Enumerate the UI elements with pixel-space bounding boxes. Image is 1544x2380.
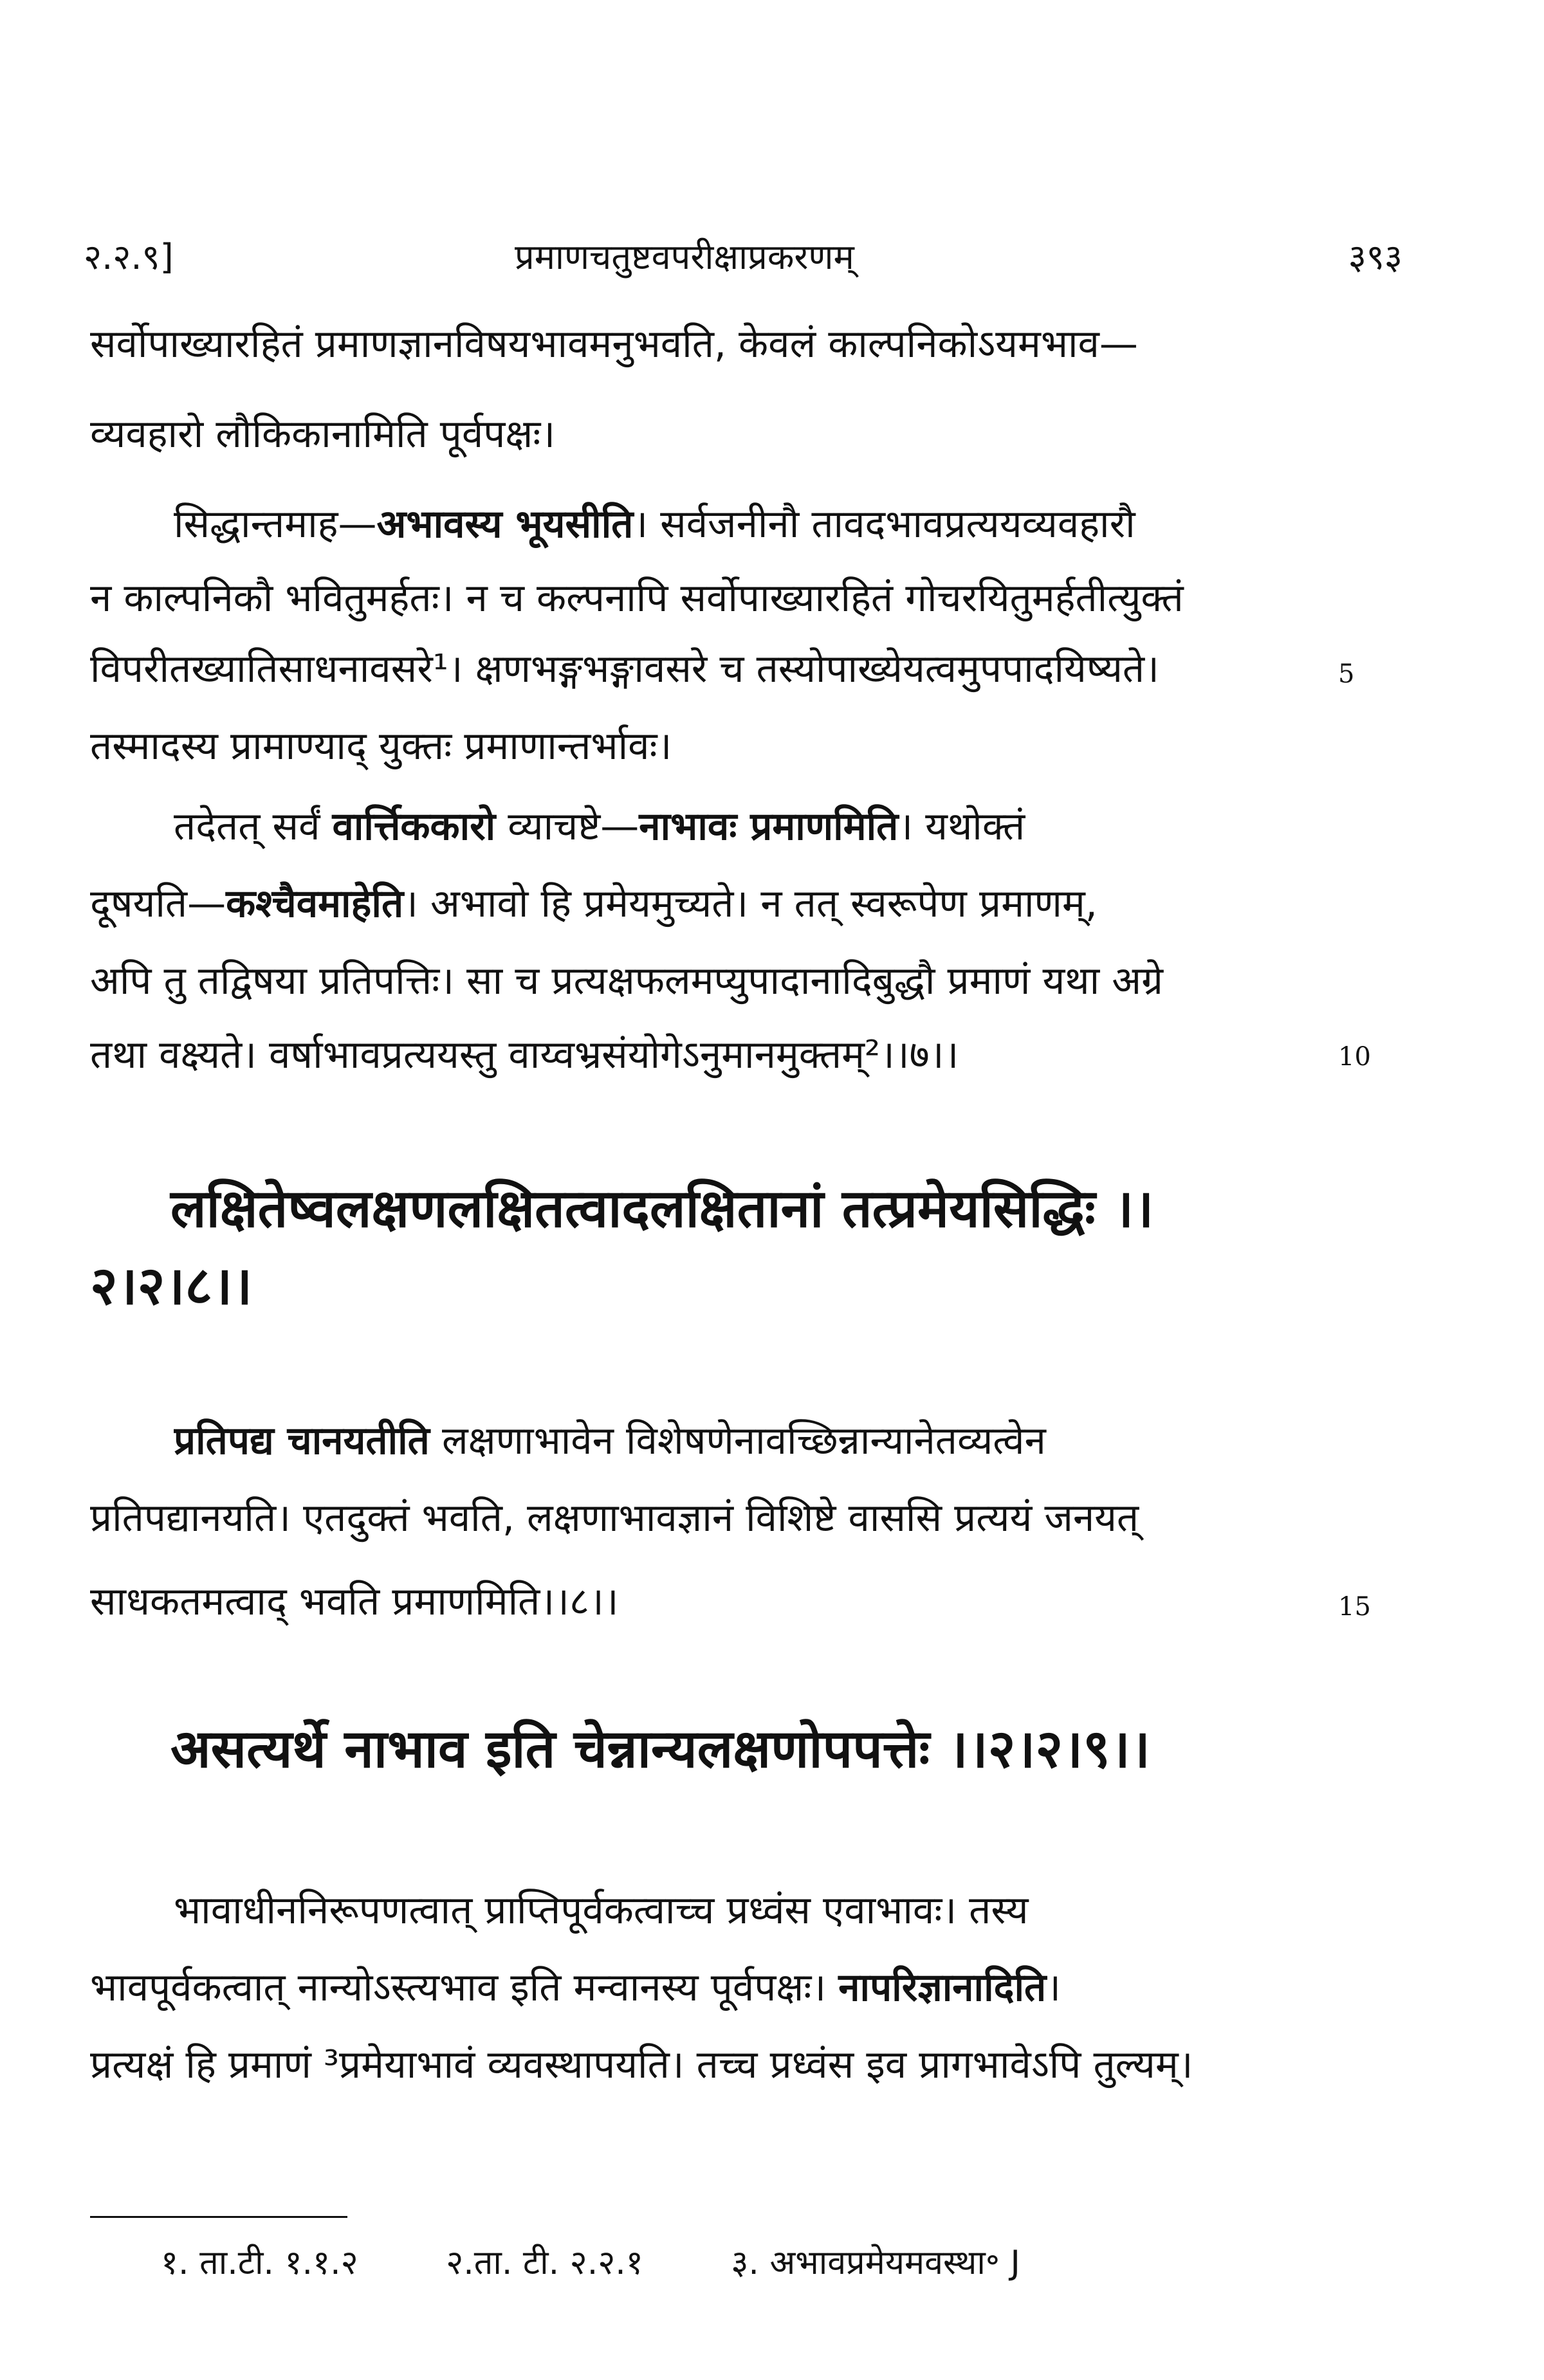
text-line: सर्वोपाख्यारहितं प्रमाणज्ञानविषयभावमनुभवति, केवलं काल्पनिकोऽयमभाव— xyxy=(90,322,1138,367)
line-number: 5 xyxy=(1338,659,1355,689)
text-line: प्रतिपद्यानयति। एतदुक्तं भवति, लक्षणाभावज्ञानं विशिष्टे वाससि प्रत्ययं जनयत् xyxy=(90,1496,1139,1541)
text-line xyxy=(174,794,1402,859)
sutra-heading: लक्षितेष्वलक्षणलक्षितत्वादलक्षितानां तत्प्रमेयसिद्धिः ।। xyxy=(170,1178,1154,1240)
sutra-heading: असत्यर्थे नाभाव इति चेन्नान्यलक्षणोपपत्तेः ।।२।२।९।। xyxy=(170,1719,1150,1780)
commentary-lemma: नापरिज्ञानादिति xyxy=(838,1965,1047,2010)
line-number: 15 xyxy=(1338,1592,1371,1622)
sutra-number: २।२।८।। xyxy=(90,1256,253,1317)
text-line: अपि तु तद्विषया प्रतिपत्तिः। सा च प्रत्यक्षफलमप्युपादानादिबुद्धौ प्रमाणं यथा अग्रे xyxy=(90,958,1163,1003)
text-line: प्रत्यक्षं हि प्रमाणं ³प्रमेयाभावं व्यवस्थापयति। तच्च प्रध्वंस इव प्रागभावेऽपि तुल्यम्। xyxy=(90,2042,1193,2087)
text-span: दूषयति— xyxy=(90,881,226,926)
text-span: सिद्धान्तमाह— xyxy=(174,502,377,547)
text-span: । सर्वजनीनौ तावदभावप्रत्ययव्यवहारौ xyxy=(633,502,1135,547)
section-number: २.२.९] xyxy=(84,237,174,277)
text-span: तदेतत् सर्वं xyxy=(174,804,333,849)
text-line: साधकतमत्वाद् भवति प्रमाणमिति।।८।। xyxy=(90,1579,619,1624)
footnote: २.ता. टी. २.२.१ xyxy=(446,2244,643,2282)
line-number: 10 xyxy=(1338,1042,1371,1072)
text-line: न काल्पनिकौ भवितुमर्हतः। न च कल्पनापि सर्वोपाख्यारहितं गोचरयितुमर्हतीत्युक्तं xyxy=(90,576,1184,621)
text-span: । अभावो हि प्रमेयमुच्यते। न तत् स्वरूपेण प्रमाणम्, xyxy=(403,881,1098,926)
text-line xyxy=(90,1955,1402,2020)
text-span: व्याचष्टे— xyxy=(495,804,639,849)
text-span: भावपूर्वकत्वात् नान्योऽस्त्यभाव इति मन्वानस्य पूर्वपक्षः। xyxy=(90,1965,839,2010)
text-span: । यथोक्तं xyxy=(898,804,1025,849)
commentary-lemma: प्रतिपद्य चानयतीति xyxy=(174,1418,430,1463)
text-span: । xyxy=(1046,1965,1061,2010)
chapter-title: प्रमाणचतुष्टवपरीक्षाप्रकरणम् xyxy=(515,237,854,277)
running-header xyxy=(84,232,1402,283)
footnote: ३. अभावप्रमेयमवस्था॰ J xyxy=(731,2244,1020,2282)
text-line: भावाधीननिरूपणत्वात् प्राप्तिपूर्वकत्वाच्च प्रध्वंस एवाभावः। तस्य xyxy=(174,1888,1029,1933)
text-span: लक्षणाभावेन विशेषणेनावच्छिन्नान्यानेतव्यत्वेन xyxy=(429,1418,1046,1463)
commentary-lemma: कश्चैवमाहेति xyxy=(226,881,404,926)
text-line xyxy=(174,1409,1402,1473)
commentary-lemma: अभावस्य भूयसीति xyxy=(376,502,634,547)
footnote-rule xyxy=(90,2216,347,2218)
commentary-lemma: नाभावः प्रमाणमिति xyxy=(639,804,899,849)
commentary-lemma: वार्त्तिककारो xyxy=(332,804,496,849)
text-line xyxy=(90,872,1402,936)
page-number: ३९३ xyxy=(1348,237,1402,277)
text-line: व्यवहारो लौकिकानामिति पूर्वपक्षः। xyxy=(90,412,556,457)
text-line xyxy=(174,492,1402,556)
footnote: १. ता.टी. १.१.२ xyxy=(161,2244,358,2282)
footnotes xyxy=(161,2238,1098,2284)
text-line: तथा वक्ष्यते। वर्षाभावप्रत्ययस्तु वाय्वभ्रसंयोगेऽनुमानमुक्तम्²।।७।। xyxy=(90,1032,959,1077)
text-line: तस्मादस्य प्रामाण्याद् युक्तः प्रमाणान्तर्भावः। xyxy=(90,724,672,769)
text-line: विपरीतख्यातिसाधनावसरे¹। क्षणभङ्गभङ्गावसरे च तस्योपाख्येयत्वमुपपादयिष्यते। xyxy=(90,646,1159,691)
